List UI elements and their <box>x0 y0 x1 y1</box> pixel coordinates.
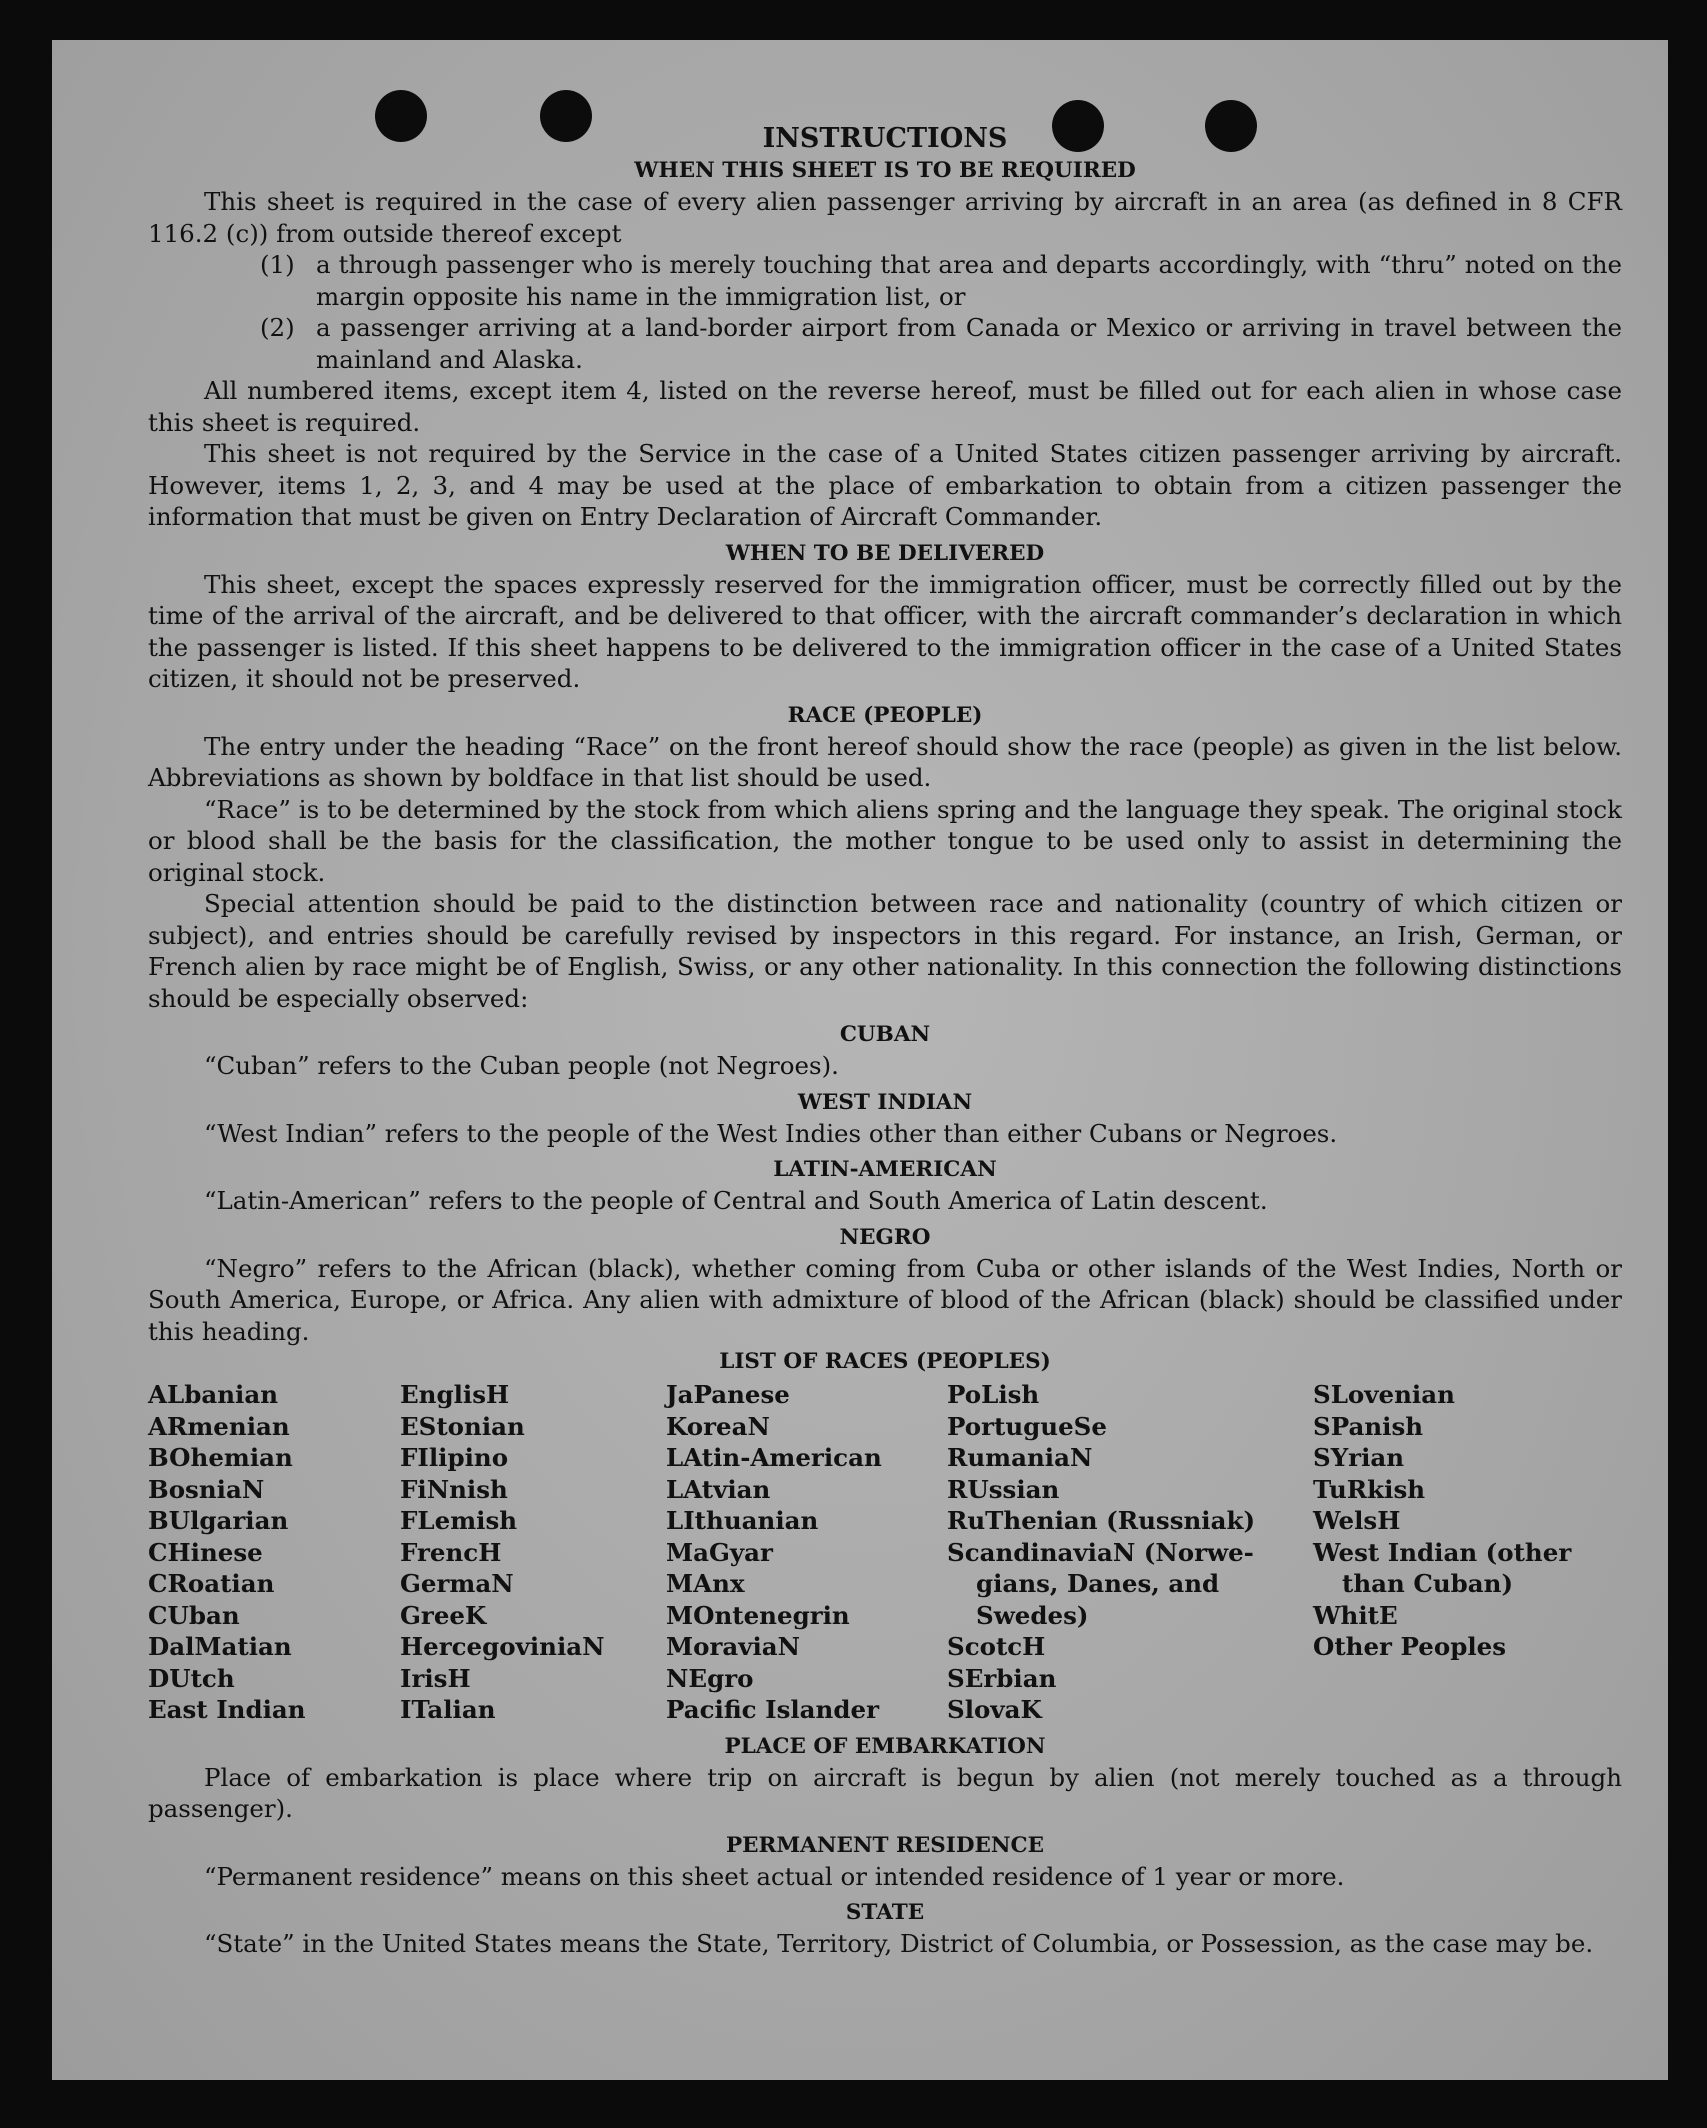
race-entry: SErbian <box>947 1663 1057 1693</box>
race-entry: SlovaK <box>947 1695 1042 1724</box>
state-text: “State” in the United States means the State, Territory, District of Columbia, or Possession, as the case may be. <box>204 1929 1594 1958</box>
latin-american-text: “Latin-American” refers to the people of Central and South America of Latin descent. <box>204 1186 1268 1215</box>
race-entry: EnglisH <box>400 1380 510 1409</box>
race-entry: SYrian <box>1313 1443 1405 1472</box>
race-entry: FIlipino <box>400 1443 509 1472</box>
race-entry: West Indian (other <box>1313 1537 1572 1567</box>
race-entry: JaPanese <box>666 1380 790 1409</box>
race-entry: FLemish <box>400 1506 518 1535</box>
race-entry: CHinese <box>148 1537 263 1567</box>
section-heading-cuban: CUBAN <box>839 1022 931 1047</box>
race-entry-continued: than Cuban) <box>1342 1569 1514 1598</box>
race-entry: WelsH <box>1313 1506 1401 1535</box>
race-entry: MoraviaN <box>666 1632 801 1661</box>
race-entry: RuThenian (Russniak) <box>947 1506 1256 1535</box>
race-entry: KoreaN <box>666 1411 770 1441</box>
race-entry: MOntenegrin <box>666 1600 850 1630</box>
residence-text: “Permanent residence” means on this sheet actual or intended residence of 1 year or more. <box>204 1861 1345 1891</box>
race-entry: CRoatian <box>148 1569 275 1598</box>
race-entry: BUlgarian <box>148 1506 289 1535</box>
race-entry: DUtch <box>148 1663 235 1693</box>
required-para-2: All numbered items, except item 4, listed on the reverse hereof, must be filled out for each alien in whose case this sheet is required. <box>148 376 1622 437</box>
race-entry: PoLish <box>947 1380 1040 1409</box>
race-entry: DalMatian <box>148 1632 292 1661</box>
race-entry: MAnx <box>666 1569 745 1598</box>
section-heading-delivered: WHEN TO BE DELIVERED <box>725 540 1045 566</box>
delivered-text: This sheet, except the spaces expressly reserved for the immigration officer, must be correctly filled out by the time of the arrival of the aircraft, and be delivered to that officer, with the aircraft commander’s declaration in which the passenger is listed. If this sheet happens to be delivered to the immigration officer in the case of a United States citizen, it should not be preserved. <box>148 569 1622 693</box>
item-text: a through passenger who is merely touching that area and departs accordingly, with “thru” noted on the margin opposite his name in the immigration list, or <box>316 250 1622 311</box>
race-entry-continued: Swedes) <box>976 1600 1089 1630</box>
document-sheet <box>52 40 1668 2080</box>
item-number: (2) <box>260 313 295 342</box>
race-entry: EStonian <box>400 1411 525 1441</box>
race-entry: Other Peoples <box>1313 1632 1507 1661</box>
section-heading-state: STATE <box>845 1900 925 1925</box>
race-entry: ScandinaviaN (Norwe- <box>947 1537 1254 1567</box>
item-number: (1) <box>260 250 295 279</box>
west-indian-text: “West Indian” refers to the people of the West Indies other than either Cubans or Negroes. <box>204 1118 1338 1148</box>
race-entry: CUban <box>148 1600 240 1630</box>
item-text: a passenger arriving at a land-border airport from Canada or Mexico or arriving in travel between the mainland and Alaska. <box>316 313 1622 374</box>
race-entry: ScotcH <box>947 1632 1046 1661</box>
races-column-5 <box>1313 1379 1622 1726</box>
race-entry: IrisH <box>400 1663 471 1693</box>
exception-item-2 <box>260 312 1622 375</box>
race-entry: ITalian <box>400 1695 496 1724</box>
cuban-text: “Cuban” refers to the Cuban people (not Negroes). <box>204 1051 839 1080</box>
section-heading-race: RACE (PEOPLE) <box>787 702 983 728</box>
required-para-3: This sheet is not required by the Service in the case of a United States citizen passenger arriving by aircraft. However, items 1, 2, 3, and 4 may be used at the place of embarkation to obtain from a citizen passenger the information that must be given on Entry Declaration of Aircraft Commander. <box>148 439 1622 531</box>
race-para-1: The entry under the heading “Race” on the front hereof should show the race (people) as given in the list below. Abbreviations as shown by boldface in that list should be used. <box>148 731 1622 792</box>
section-heading-required: WHEN THIS SHEET IS TO BE REQUIRED <box>634 158 1136 183</box>
race-entry: East Indian <box>148 1695 306 1724</box>
section-heading-latin-american: LATIN-AMERICAN <box>773 1157 997 1182</box>
race-entry: RumaniaN <box>947 1443 1093 1472</box>
embarkation-text: Place of embarkation is place where trip on aircraft is begun by alien (not merely touched as a through passenger). <box>148 1762 1622 1823</box>
race-entry: SPanish <box>1313 1411 1424 1441</box>
exception-item-1 <box>260 249 1622 312</box>
required-intro: This sheet is required in the case of every alien passenger arriving by aircraft in an area (as defined in 8 CFR 116.2 (c)) from outside thereof except <box>148 187 1622 248</box>
race-entry: Pacific Islander <box>666 1695 879 1724</box>
instructions-body <box>148 122 1622 1960</box>
race-entry: BosniaN <box>148 1474 265 1504</box>
race-entry: WhitE <box>1313 1600 1398 1630</box>
section-heading-embarkation: PLACE OF EMBARKATION <box>724 1733 1046 1759</box>
race-entry: GreeK <box>400 1600 487 1630</box>
race-entry: LIthuanian <box>666 1506 819 1535</box>
races-list <box>148 1379 1622 1726</box>
race-entry: FiNnish <box>400 1474 508 1504</box>
section-heading-list-of-races: LIST OF RACES (PEOPLES) <box>719 1349 1051 1374</box>
race-entry: FrencH <box>400 1537 502 1567</box>
race-entry: HercegoviniaN <box>400 1632 605 1661</box>
race-entry: NEgro <box>666 1663 754 1693</box>
race-entry: GermaN <box>400 1569 514 1598</box>
section-heading-negro: NEGRO <box>839 1224 931 1250</box>
negro-text: “Negro” refers to the African (black), whether coming from Cuba or other islands of the West Indies, North or South America, Europe, or Africa. Any alien with admixture of blood of the African (black) should be classified under this heading. <box>148 1253 1622 1346</box>
section-heading-residence: PERMANENT RESIDENCE <box>725 1832 1045 1858</box>
race-para-3: Special attention should be paid to the distinction between race and nationality (country of which citizen or subject), and entries should be carefully revised by inspectors in this regard. For instance, an Irish, German, or French alien by race might be of English, Swiss, or any other nationality. In this connection the following distinctions should be especially observed: <box>148 889 1622 1013</box>
races-column-1 <box>148 1379 400 1726</box>
race-entry: LAtvian <box>666 1474 771 1504</box>
race-entry: LAtin-American <box>666 1443 882 1472</box>
races-column-3 <box>666 1379 947 1726</box>
race-entry: BOhemian <box>148 1443 293 1472</box>
races-column-4 <box>947 1379 1313 1726</box>
races-column-2 <box>400 1379 666 1726</box>
section-heading-west-indian: WEST INDIAN <box>797 1089 973 1115</box>
race-entry: SLovenian <box>1313 1380 1455 1409</box>
race-entry: RUssian <box>947 1474 1060 1504</box>
race-para-2: “Race” is to be determined by the stock from which aliens spring and the language they speak. The original stock or blood shall be the basis for the classification, the mother tongue to be used only to assist in determining the original stock. <box>148 794 1622 887</box>
race-entry: ARmenian <box>148 1411 290 1441</box>
page-title: INSTRUCTIONS <box>762 123 1008 154</box>
race-entry-continued: gians, Danes, and <box>976 1569 1220 1598</box>
race-entry: ALbanian <box>148 1380 279 1409</box>
race-entry: PortugueSe <box>947 1411 1107 1441</box>
race-entry: MaGyar <box>666 1537 773 1567</box>
race-entry: TuRkish <box>1313 1474 1426 1504</box>
